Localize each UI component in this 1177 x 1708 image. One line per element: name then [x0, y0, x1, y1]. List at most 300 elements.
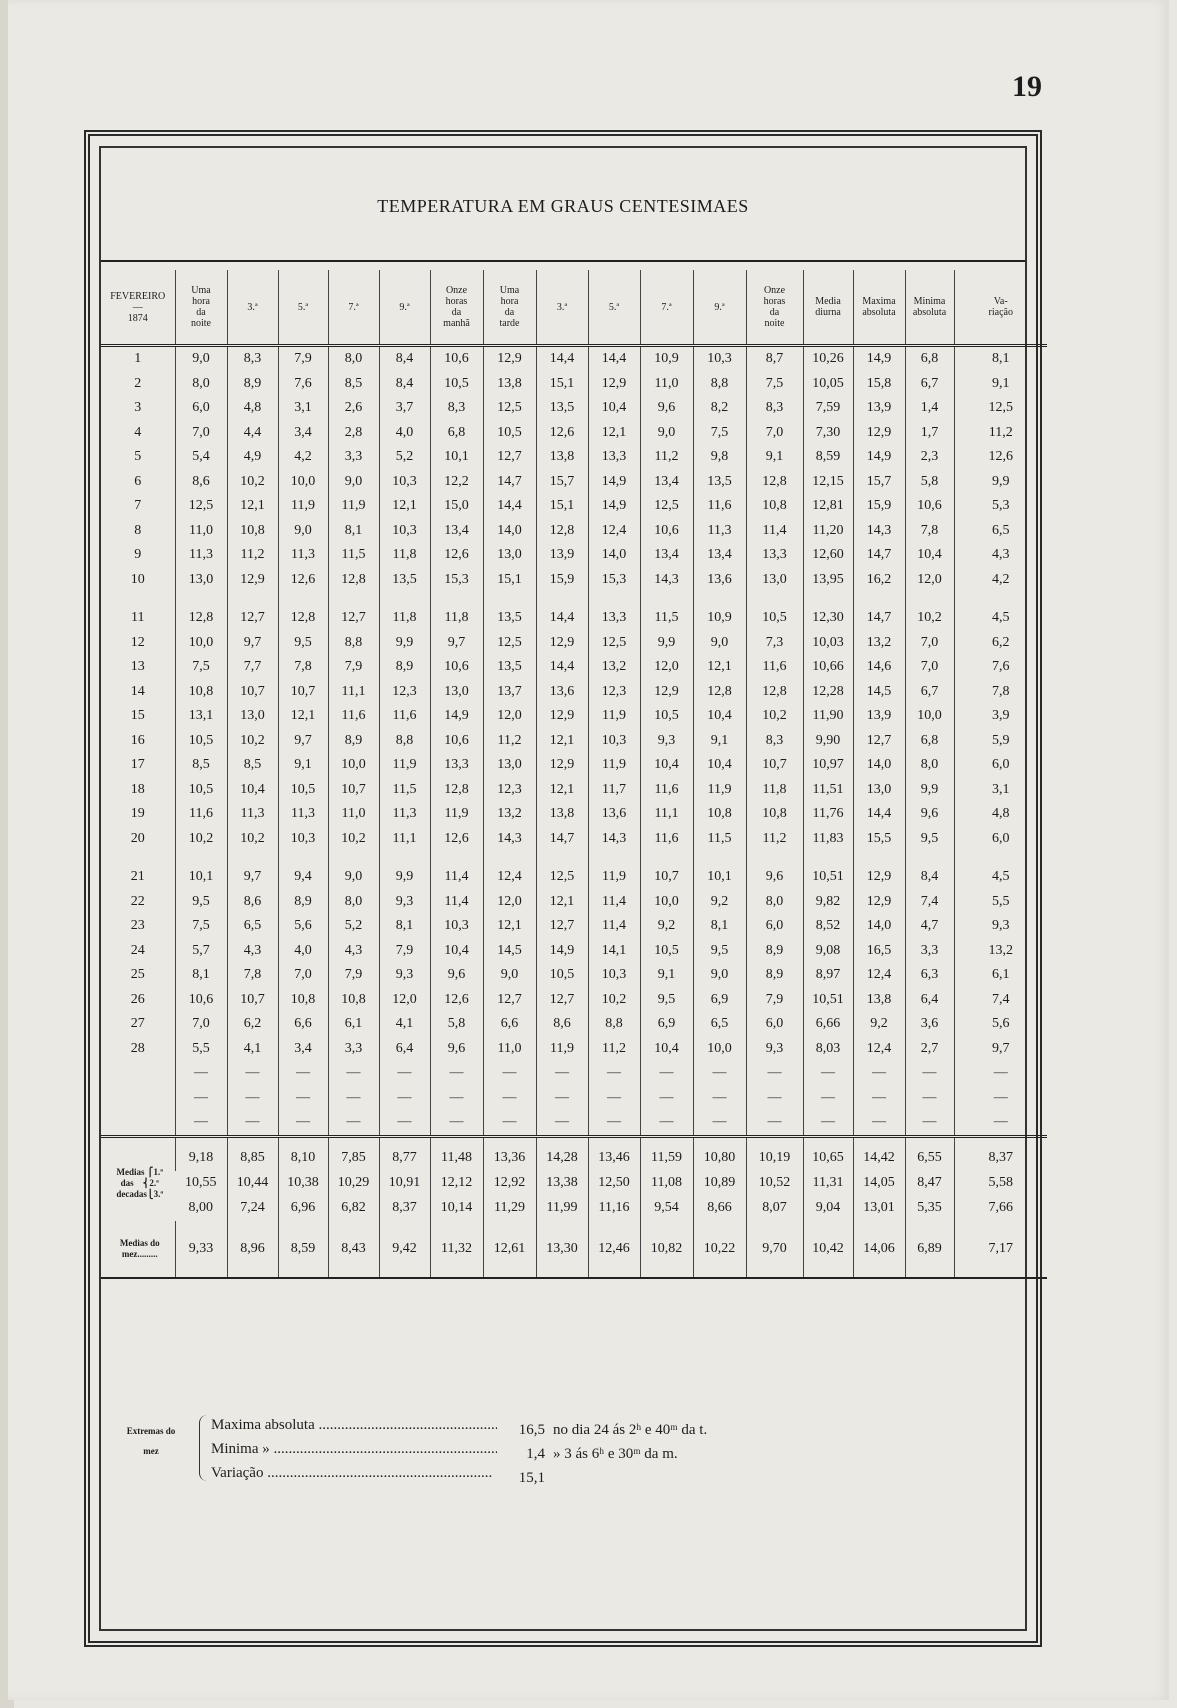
table-row: [101, 914, 1047, 939]
value-cell: 13,8: [536, 802, 588, 827]
decade-average-row: [101, 1171, 1047, 1196]
month-label: Medias do mez.........: [101, 1221, 175, 1278]
value-cell: 12,1: [483, 914, 536, 939]
table-row: [101, 729, 1047, 754]
month-average-cell: 9,70: [746, 1221, 803, 1278]
dash-cell: —: [693, 1110, 746, 1136]
value-cell: 9,0: [328, 865, 379, 890]
average-cell: 10,38: [278, 1171, 328, 1196]
average-cell: 10,91: [379, 1171, 430, 1196]
gap-cell: [853, 592, 905, 606]
value-cell: 5,8: [430, 1012, 483, 1037]
value-cell: 11,3: [693, 519, 746, 544]
gap-cell: [905, 592, 954, 606]
value-cell: 9,7: [227, 865, 278, 890]
value-cell: 8,8: [379, 729, 430, 754]
value-cell: 15,3: [588, 568, 640, 593]
value-cell: 10,7: [746, 753, 803, 778]
table-row: [101, 890, 1047, 915]
gap-cell: [954, 592, 1047, 606]
day-cell: 24: [130, 942, 145, 958]
value-cell: 13,4: [640, 543, 693, 568]
value-cell: 9,3: [379, 890, 430, 915]
value-cell: 10,26: [803, 346, 853, 372]
value-cell: 14,3: [640, 568, 693, 593]
value-cell: 9,7: [430, 631, 483, 656]
value-cell: 12,5: [640, 494, 693, 519]
dash-cell: —: [430, 1061, 483, 1086]
decade-average-row: [101, 1136, 1047, 1171]
table-row: [101, 1012, 1047, 1037]
value-cell: 11,7: [588, 778, 640, 803]
column-header: 3.ª: [227, 270, 278, 346]
gap-cell: [588, 851, 640, 865]
value-cell: 8,0: [905, 753, 954, 778]
day-cell: 27: [130, 1016, 145, 1032]
value-cell: 14,4: [536, 606, 588, 631]
average-cell: 11,59: [640, 1136, 693, 1171]
value-cell: 10,0: [905, 704, 954, 729]
value-cell: 7,0: [905, 631, 954, 656]
value-cell: 8,0: [328, 890, 379, 915]
value-cell: 12,9: [853, 865, 905, 890]
extreme-note: no dia 24 ás 2ʰ e 40ᵐ da t.: [553, 1422, 708, 1438]
value-cell: 13,6: [588, 802, 640, 827]
value-cell: 11,9: [588, 753, 640, 778]
value-cell: 11,0: [175, 519, 227, 544]
value-cell: 3,3: [905, 939, 954, 964]
value-cell: 13,0: [483, 753, 536, 778]
value-cell: 13,3: [746, 543, 803, 568]
gap-cell: [430, 851, 483, 865]
dash-cell: —: [954, 1110, 1047, 1136]
value-cell: 7,7: [227, 655, 278, 680]
average-cell: 10,29: [328, 1171, 379, 1196]
value-cell: 10,5: [536, 963, 588, 988]
value-cell: 10,4: [430, 939, 483, 964]
extreme-name: Maxima absoluta .....: [211, 1417, 497, 1434]
value-cell: 9,7: [278, 729, 328, 754]
value-cell: 4,0: [278, 939, 328, 964]
month-average-cell: 10,22: [693, 1221, 746, 1278]
value-cell: 9,0: [328, 470, 379, 495]
value-cell: 12,7: [483, 445, 536, 470]
value-cell: 13,2: [954, 939, 1047, 964]
value-cell: 12,1: [536, 890, 588, 915]
month-average-cell: 9,33: [175, 1221, 227, 1278]
gap-cell: [803, 851, 853, 865]
day-cell: 10: [130, 571, 145, 587]
dash-cell: —: [803, 1061, 853, 1086]
day-cell: 19: [130, 806, 145, 822]
value-cell: 14,3: [588, 827, 640, 852]
value-cell: 9,8: [693, 445, 746, 470]
dash-cell: —: [536, 1086, 588, 1111]
value-cell: 10,0: [278, 470, 328, 495]
value-cell: 9,5: [640, 988, 693, 1013]
dash-cell: —: [803, 1086, 853, 1111]
value-cell: 9,0: [640, 421, 693, 446]
value-cell: 10,5: [746, 606, 803, 631]
value-cell: 4,0: [379, 421, 430, 446]
value-cell: 10,5: [430, 372, 483, 397]
value-cell: 14,4: [588, 346, 640, 372]
value-cell: 12,6: [430, 988, 483, 1013]
value-cell: 8,9: [746, 963, 803, 988]
table-body: [101, 346, 1047, 1278]
table-row: [101, 778, 1047, 803]
day-cell: 28: [130, 1040, 145, 1056]
value-cell: 4,5: [954, 865, 1047, 890]
table-row: [101, 865, 1047, 890]
value-cell: 9,3: [954, 914, 1047, 939]
value-cell: 12,28: [803, 680, 853, 705]
value-cell: 13,5: [483, 655, 536, 680]
value-cell: 12,9: [227, 568, 278, 593]
day-cell: 14: [130, 683, 145, 699]
value-cell: 11,0: [328, 802, 379, 827]
value-cell: 9,4: [278, 865, 328, 890]
column-header: Onze horas da noite: [746, 270, 803, 346]
day-cell: 21: [130, 869, 145, 885]
value-cell: 12,5: [536, 865, 588, 890]
average-cell: 5,58: [954, 1171, 1047, 1196]
day-cell: 22: [130, 893, 145, 909]
value-cell: 6,5: [693, 1012, 746, 1037]
dash-cell: —: [905, 1110, 954, 1136]
value-cell: 10,2: [227, 729, 278, 754]
value-cell: 8,5: [227, 753, 278, 778]
value-cell: 6,9: [640, 1012, 693, 1037]
value-cell: 12,0: [905, 568, 954, 593]
value-cell: 12,9: [536, 753, 588, 778]
value-cell: 6,2: [954, 631, 1047, 656]
value-cell: 9,0: [693, 631, 746, 656]
value-cell: 13,4: [430, 519, 483, 544]
value-cell: 6,5: [954, 519, 1047, 544]
value-cell: 9,2: [853, 1012, 905, 1037]
value-cell: 5,3: [954, 494, 1047, 519]
value-cell: 8,9: [379, 655, 430, 680]
value-cell: 10,3: [588, 729, 640, 754]
table-row: [101, 568, 1047, 593]
value-cell: 9,2: [640, 914, 693, 939]
value-cell: 12,7: [536, 914, 588, 939]
value-cell: 12,1: [278, 704, 328, 729]
value-cell: 12,8: [746, 680, 803, 705]
average-cell: 12,92: [483, 1171, 536, 1196]
value-cell: 11,8: [379, 606, 430, 631]
value-cell: 10,66: [803, 655, 853, 680]
value-cell: 13,5: [379, 568, 430, 593]
value-cell: 7,9: [328, 655, 379, 680]
average-cell: 10,65: [803, 1136, 853, 1171]
value-cell: 11,6: [640, 827, 693, 852]
month-average-cell: 9,42: [379, 1221, 430, 1278]
average-cell: 12,50: [588, 1171, 640, 1196]
average-cell: 6,55: [905, 1136, 954, 1171]
day-cell: 18: [130, 781, 145, 797]
blank-row: [101, 1086, 1047, 1111]
value-cell: 11,76: [803, 802, 853, 827]
value-cell: 11,90: [803, 704, 853, 729]
value-cell: 13,2: [853, 631, 905, 656]
value-cell: 10,5: [640, 704, 693, 729]
dash-cell: —: [853, 1061, 905, 1086]
value-cell: 8,5: [328, 372, 379, 397]
gap-cell: [278, 592, 328, 606]
value-cell: 9,1: [640, 963, 693, 988]
value-cell: 8,4: [379, 346, 430, 372]
value-cell: 10,2: [328, 827, 379, 852]
value-cell: 7,0: [278, 963, 328, 988]
average-cell: 13,01: [853, 1196, 905, 1221]
gap-cell: [328, 851, 379, 865]
value-cell: 8,2: [693, 396, 746, 421]
day-cell: 1: [134, 351, 142, 367]
value-cell: 8,9: [746, 939, 803, 964]
column-header: Va- riação: [954, 270, 1047, 346]
average-cell: 8,00: [188, 1200, 213, 1215]
value-cell: 13,3: [588, 606, 640, 631]
table-row: [101, 445, 1047, 470]
gap-cell: [640, 851, 693, 865]
value-cell: 5,7: [175, 939, 227, 964]
value-cell: 12,5: [483, 631, 536, 656]
average-cell: 8,47: [905, 1171, 954, 1196]
day-cell: 5: [134, 449, 142, 465]
value-cell: 6,6: [483, 1012, 536, 1037]
gap-cell: [175, 592, 227, 606]
month-average-cell: 8,59: [278, 1221, 328, 1278]
value-cell: 12,0: [483, 890, 536, 915]
dash-cell: —: [536, 1110, 588, 1136]
value-cell: 10,5: [175, 729, 227, 754]
column-header: Uma hora da tarde: [483, 270, 536, 346]
value-cell: 11,5: [693, 827, 746, 852]
gap-cell: [954, 851, 1047, 865]
day-cell: 2: [134, 375, 142, 391]
value-cell: 15,1: [536, 494, 588, 519]
value-cell: 13,8: [536, 445, 588, 470]
value-cell: 8,8: [588, 1012, 640, 1037]
value-cell: 9,5: [278, 631, 328, 656]
value-cell: 12,7: [483, 988, 536, 1013]
gap-cell: [536, 592, 588, 606]
value-cell: 11,6: [640, 778, 693, 803]
value-cell: 3,1: [278, 396, 328, 421]
value-cell: 12,8: [328, 568, 379, 593]
value-cell: 10,8: [328, 988, 379, 1013]
dash-cell: —: [278, 1110, 328, 1136]
value-cell: 7,5: [693, 421, 746, 446]
dash-cell: —: [746, 1061, 803, 1086]
dash-cell: —: [746, 1086, 803, 1111]
value-cell: 10,4: [693, 704, 746, 729]
value-cell: 14,5: [483, 939, 536, 964]
table-row: [101, 704, 1047, 729]
value-cell: 8,3: [227, 346, 278, 372]
value-cell: 6,5: [227, 914, 278, 939]
value-cell: 14,7: [853, 606, 905, 631]
value-cell: 11,83: [803, 827, 853, 852]
value-cell: 11,1: [379, 827, 430, 852]
month-average-cell: 8,43: [328, 1221, 379, 1278]
value-cell: 15,3: [430, 568, 483, 593]
dash-cell: —: [746, 1110, 803, 1136]
value-cell: 3,3: [328, 1037, 379, 1062]
value-cell: 5,6: [278, 914, 328, 939]
month-average-cell: 10,82: [640, 1221, 693, 1278]
blank-row: [101, 1061, 1047, 1086]
column-header: 7.ª: [640, 270, 693, 346]
day-cell: 6: [134, 473, 142, 489]
value-cell: 7,0: [175, 1012, 227, 1037]
day-cell: 12: [130, 634, 145, 650]
decade-gap: [101, 851, 1047, 865]
value-cell: 12,9: [588, 372, 640, 397]
value-cell: 12,9: [483, 346, 536, 372]
value-cell: 14,4: [483, 494, 536, 519]
value-cell: 13,9: [536, 543, 588, 568]
value-cell: 12,1: [379, 494, 430, 519]
decade-label: Medias ⎧1.ª das ⎨2.ª decadas⎩3.ª: [101, 1136, 175, 1221]
value-cell: 6,4: [905, 988, 954, 1013]
value-cell: 4,3: [328, 939, 379, 964]
value-cell: 3,4: [278, 1037, 328, 1062]
value-cell: 9,2: [693, 890, 746, 915]
value-cell: 10,7: [227, 680, 278, 705]
value-cell: 11,6: [328, 704, 379, 729]
blank-row: [101, 1110, 1047, 1136]
value-cell: 12,2: [430, 470, 483, 495]
value-cell: 10,8: [227, 519, 278, 544]
dash-cell: —: [430, 1086, 483, 1111]
value-cell: 13,4: [693, 543, 746, 568]
value-cell: 7,4: [954, 988, 1047, 1013]
table-row: [101, 939, 1047, 964]
value-cell: 10,5: [483, 421, 536, 446]
value-cell: 15,8: [853, 372, 905, 397]
value-cell: 10,7: [278, 680, 328, 705]
value-cell: 7,5: [175, 655, 227, 680]
value-cell: 4,1: [227, 1037, 278, 1062]
value-cell: 13,2: [483, 802, 536, 827]
value-cell: 12,60: [803, 543, 853, 568]
dash-cell: [101, 1061, 175, 1086]
value-cell: 9,6: [430, 963, 483, 988]
value-cell: 8,1: [328, 519, 379, 544]
value-cell: 3,6: [905, 1012, 954, 1037]
value-cell: 10,5: [640, 939, 693, 964]
average-cell: 6,96: [278, 1196, 328, 1221]
value-cell: 9,5: [693, 939, 746, 964]
day-cell: 8: [134, 522, 142, 538]
value-cell: 11,2: [640, 445, 693, 470]
value-cell: 14,4: [536, 655, 588, 680]
value-cell: 6,7: [905, 372, 954, 397]
value-cell: 8,9: [328, 729, 379, 754]
value-cell: 13,0: [175, 568, 227, 593]
value-cell: 8,0: [328, 346, 379, 372]
value-cell: 6,0: [175, 396, 227, 421]
value-cell: 10,0: [640, 890, 693, 915]
column-header: Minima absoluta: [905, 270, 954, 346]
table-row: [101, 470, 1047, 495]
dash-cell: —: [640, 1061, 693, 1086]
value-cell: 12,1: [227, 494, 278, 519]
gap-cell: [379, 592, 430, 606]
value-cell: 13,3: [588, 445, 640, 470]
value-cell: 6,1: [328, 1012, 379, 1037]
value-cell: 9,1: [954, 372, 1047, 397]
value-cell: 10,2: [746, 704, 803, 729]
average-cell: 8,10: [278, 1136, 328, 1171]
table-row: [101, 606, 1047, 631]
value-cell: 11,4: [430, 865, 483, 890]
value-cell: 13,7: [483, 680, 536, 705]
value-cell: 14,9: [588, 470, 640, 495]
gap-cell: [693, 851, 746, 865]
value-cell: 12,8: [175, 606, 227, 631]
value-cell: 8,6: [175, 470, 227, 495]
value-cell: 8,52: [803, 914, 853, 939]
value-cell: 6,66: [803, 1012, 853, 1037]
value-cell: 11,9: [693, 778, 746, 803]
table-row: [101, 680, 1047, 705]
value-cell: 3,7: [379, 396, 430, 421]
value-cell: 12,0: [640, 655, 693, 680]
value-cell: 4,2: [278, 445, 328, 470]
value-cell: 10,8: [746, 802, 803, 827]
value-cell: 9,1: [278, 753, 328, 778]
dash-cell: —: [483, 1061, 536, 1086]
value-cell: 13,95: [803, 568, 853, 593]
dash-cell: —: [483, 1110, 536, 1136]
value-cell: 8,5: [175, 753, 227, 778]
gap-cell: [101, 592, 175, 606]
value-cell: 10,4: [588, 396, 640, 421]
value-cell: 8,03: [803, 1037, 853, 1062]
value-cell: 13,8: [483, 372, 536, 397]
value-cell: 10,0: [693, 1037, 746, 1062]
value-cell: 2,7: [905, 1037, 954, 1062]
gap-cell: [693, 592, 746, 606]
value-cell: 15,9: [536, 568, 588, 593]
value-cell: 15,5: [853, 827, 905, 852]
dash-cell: —: [954, 1061, 1047, 1086]
value-cell: 12,4: [483, 865, 536, 890]
value-cell: 14,4: [853, 802, 905, 827]
value-cell: 14,9: [588, 494, 640, 519]
value-cell: 9,9: [905, 778, 954, 803]
value-cell: 12,7: [328, 606, 379, 631]
table-row: [101, 543, 1047, 568]
value-cell: 11,3: [278, 543, 328, 568]
gap-cell: [746, 851, 803, 865]
extreme-note: » 3 ás 6ʰ e 30ᵐ da m.: [553, 1446, 678, 1462]
value-cell: 7,5: [175, 914, 227, 939]
table-row: [101, 519, 1047, 544]
value-cell: 7,9: [379, 939, 430, 964]
dash-cell: —: [693, 1086, 746, 1111]
value-cell: 12,7: [227, 606, 278, 631]
value-cell: 12,9: [536, 704, 588, 729]
value-cell: 9,3: [640, 729, 693, 754]
value-cell: 12,6: [430, 543, 483, 568]
value-cell: 13,9: [853, 704, 905, 729]
table-frame-inner: [99, 146, 1027, 1631]
